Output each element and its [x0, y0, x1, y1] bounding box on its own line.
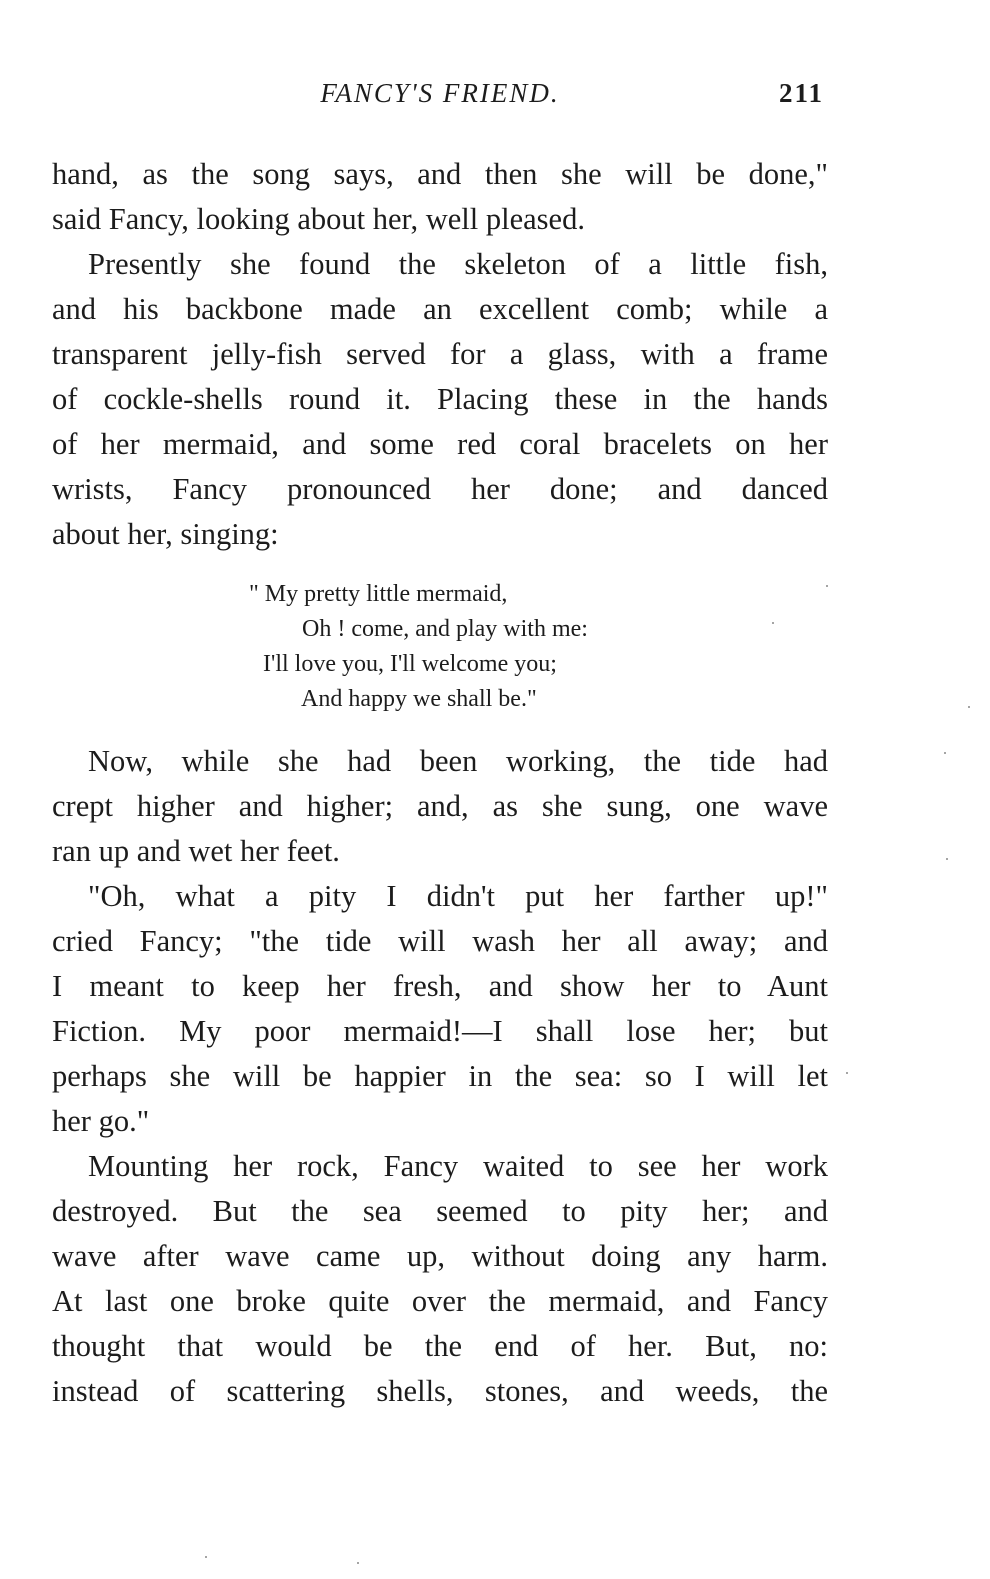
paragraph-3-line-3: ran up and wet her feet. — [52, 834, 340, 868]
paragraph-1-line-1: hand, as the song says, and then she will be done," — [52, 157, 828, 191]
page-number: 211 — [778, 78, 824, 108]
paper-speck — [357, 1562, 359, 1564]
verse-line-3: I'll love you, I'll welcome you; — [263, 651, 557, 677]
body-text — [52, 152, 828, 1414]
paragraph-4-line-6: her go." — [52, 1104, 150, 1138]
running-head — [52, 78, 828, 118]
paragraph-5-line-5: thought that would be the end of her. But, no: — [52, 1329, 828, 1363]
paper-speck — [205, 1556, 207, 1558]
paragraph-4-line-5: perhaps she will be happier in the sea: so I will let — [52, 1059, 828, 1093]
paragraph-4-line-1: "Oh, what a pity I didn't put her farther up!" — [88, 879, 828, 913]
paragraph-2-line-5: of her mermaid, and some red coral bracelets on her — [52, 427, 828, 461]
paragraph-2-line-6: wrists, Fancy pronounced her done; and danced — [52, 472, 828, 506]
verse-line-4: And happy we shall be." — [301, 686, 537, 712]
paragraph-4-line-3: I meant to keep her fresh, and show her to Aunt — [52, 969, 828, 1003]
paper-speck — [944, 752, 946, 754]
verse-line-1: " My pretty little mermaid, — [249, 581, 508, 607]
paragraph-1-line-2: said Fancy, looking about her, well pleased. — [52, 202, 585, 236]
paragraph-5-line-3: wave after wave came up, without doing any harm. — [52, 1239, 828, 1273]
paragraph-5-line-4: At last one broke quite over the mermaid, and Fancy — [52, 1284, 828, 1318]
paragraph-5-line-2: destroyed. But the sea seemed to pity her; and — [52, 1194, 828, 1228]
paragraph-2-line-1: Presently she found the skeleton of a little fish, — [88, 247, 828, 281]
paragraph-2-line-7: about her, singing: — [52, 517, 279, 551]
verse — [52, 577, 828, 717]
paper-speck — [946, 858, 948, 860]
running-title: FANCY'S FRIEND. — [320, 78, 560, 108]
paragraph-3-line-2: crept higher and higher; and, as she sung, one wave — [52, 789, 828, 823]
paragraph-2-line-4: of cockle-shells round it. Placing these in the hands — [52, 382, 828, 416]
paper-speck — [772, 622, 774, 624]
paragraph-5-line-1: Mounting her rock, Fancy waited to see her work — [88, 1149, 828, 1183]
paper-speck — [826, 585, 828, 587]
paragraph-2-line-3: transparent jelly-fish served for a glass, with a frame — [52, 337, 828, 371]
verse-line-2: Oh ! come, and play with me: — [302, 616, 588, 642]
paragraph-4-line-2: cried Fancy; "the tide will wash her all away; and — [52, 924, 828, 958]
paragraph-2-line-2: and his backbone made an excellent comb; while a — [52, 292, 828, 326]
paper-speck — [968, 706, 970, 708]
paragraph-5-line-6: instead of scattering shells, stones, and weeds, the — [52, 1374, 828, 1408]
paper-speck — [846, 1072, 848, 1074]
paragraph-4-line-4: Fiction. My poor mermaid!—I shall lose her; but — [52, 1014, 828, 1048]
paragraph-3-line-1: Now, while she had been working, the tide had — [88, 744, 828, 778]
